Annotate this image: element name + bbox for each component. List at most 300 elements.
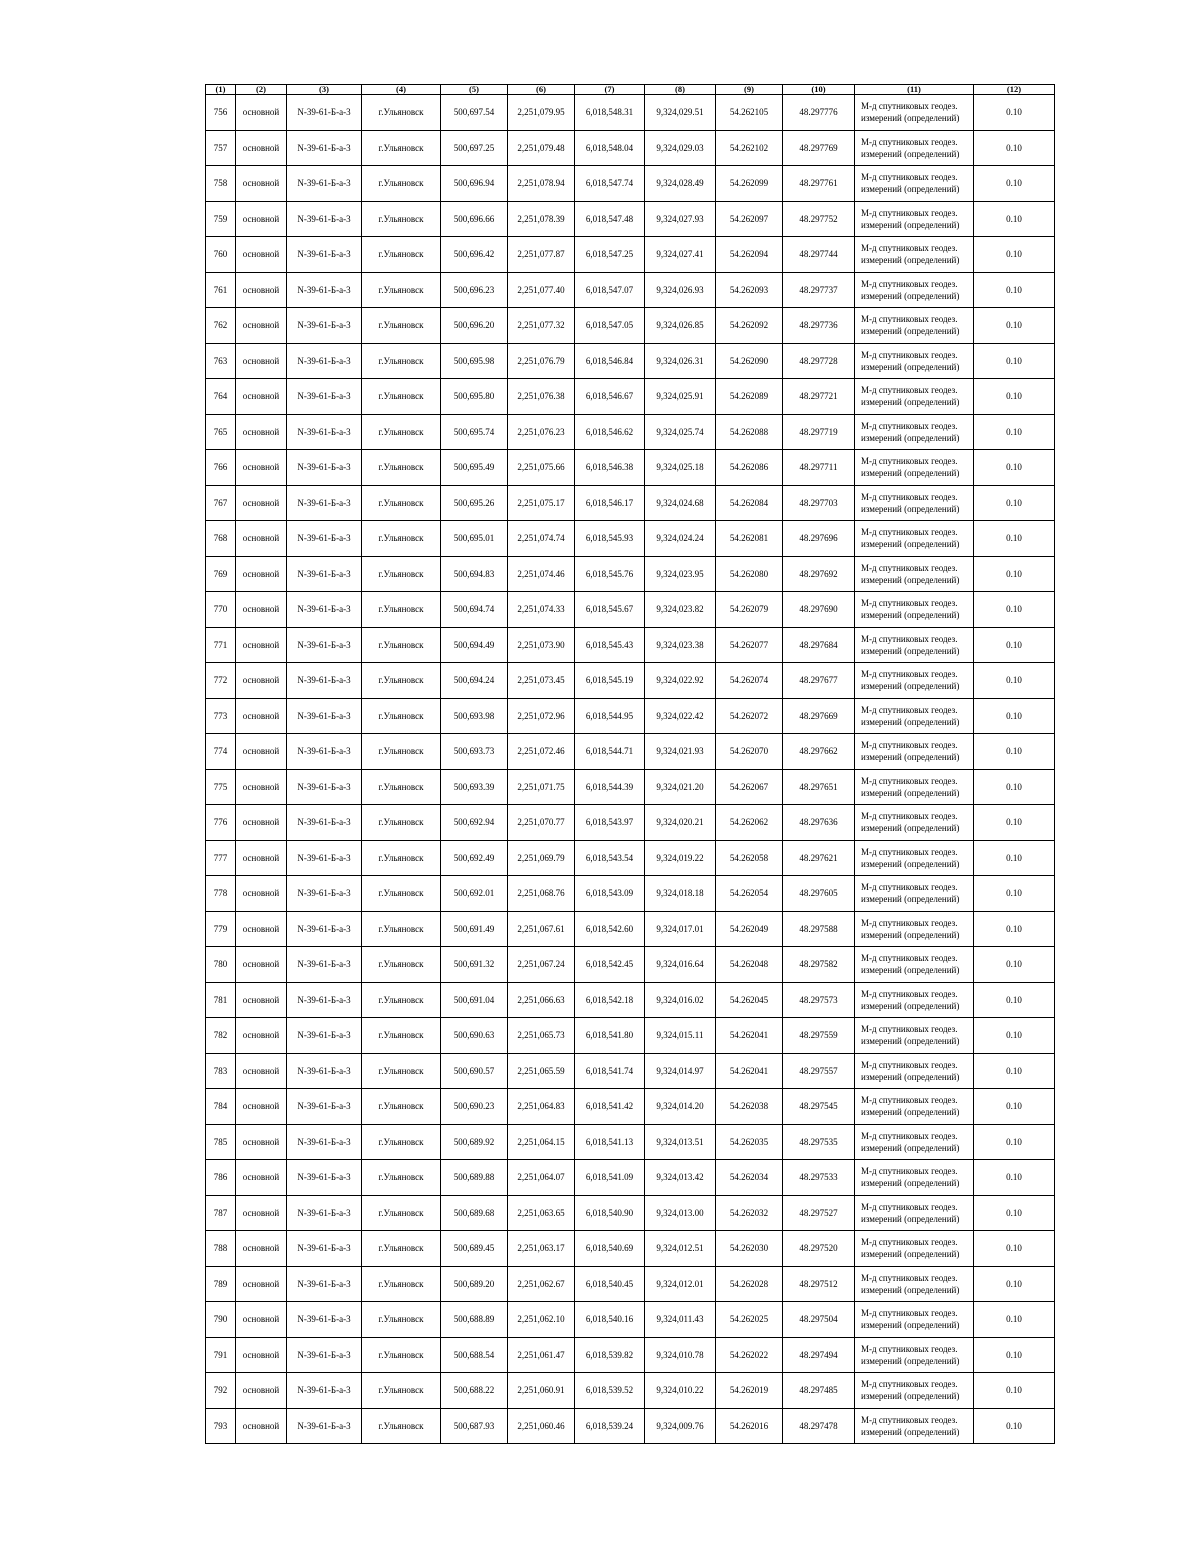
cell-method: М-д спутниковых геодез. измерений (определений): [855, 592, 974, 628]
table-row: [206, 201, 1055, 237]
cell-coord-x-2: 6,018,540.16: [575, 1302, 645, 1338]
cell-method: М-д спутниковых геодез. измерений (определений): [855, 1373, 974, 1409]
cell-coord-x-2: 6,018,545.19: [575, 663, 645, 699]
cell-point-number: 792: [206, 1373, 236, 1409]
cell-coord-y-1: 2,251,078.94: [508, 166, 575, 202]
cell-longitude: 48.297752: [783, 201, 855, 237]
cell-coord-x-1: 500,692.01: [441, 876, 508, 912]
cell-coord-y-1: 2,251,063.17: [508, 1231, 575, 1267]
cell-point-type: основной: [236, 1053, 287, 1089]
cell-locality: г.Ульяновск: [362, 1337, 441, 1373]
cell-coord-y-2: 9,324,016.02: [645, 982, 716, 1018]
cell-longitude: 48.297494: [783, 1337, 855, 1373]
cell-locality: г.Ульяновск: [362, 1195, 441, 1231]
cell-locality: г.Ульяновск: [362, 308, 441, 344]
table-row: [206, 1408, 1055, 1444]
cell-coord-y-2: 9,324,026.93: [645, 272, 716, 308]
cell-coord-x-1: 500,695.01: [441, 521, 508, 557]
cell-map-sheet: N-39-61-Б-а-3: [287, 805, 362, 841]
cell-coord-y-2: 9,324,027.93: [645, 201, 716, 237]
cell-locality: г.Ульяновск: [362, 1302, 441, 1338]
cell-coord-x-2: 6,018,546.38: [575, 450, 645, 486]
cell-locality: г.Ульяновск: [362, 1266, 441, 1302]
cell-coord-x-2: 6,018,545.93: [575, 521, 645, 557]
cell-locality: г.Ульяновск: [362, 1373, 441, 1409]
cell-map-sheet: N-39-61-Б-а-3: [287, 592, 362, 628]
cell-coord-x-2: 6,018,542.18: [575, 982, 645, 1018]
cell-method: М-д спутниковых геодез. измерений (определений): [855, 663, 974, 699]
cell-accuracy: 0.10: [974, 1160, 1055, 1196]
cell-accuracy: 0.10: [974, 592, 1055, 628]
cell-point-type: основной: [236, 343, 287, 379]
cell-point-number: 788: [206, 1231, 236, 1267]
cell-coord-y-1: 2,251,071.75: [508, 769, 575, 805]
cell-method: М-д спутниковых геодез. измерений (определений): [855, 450, 974, 486]
cell-map-sheet: N-39-61-Б-а-3: [287, 379, 362, 415]
cell-coord-y-1: 2,251,075.66: [508, 450, 575, 486]
cell-coord-y-1: 2,251,068.76: [508, 876, 575, 912]
cell-latitude: 54.262067: [716, 769, 783, 805]
cell-map-sheet: N-39-61-Б-а-3: [287, 1266, 362, 1302]
cell-coord-y-1: 2,251,060.91: [508, 1373, 575, 1409]
cell-locality: г.Ульяновск: [362, 1408, 441, 1444]
cell-point-number: 776: [206, 805, 236, 841]
cell-accuracy: 0.10: [974, 947, 1055, 983]
cell-method: М-д спутниковых геодез. измерений (определений): [855, 521, 974, 557]
cell-coord-x-1: 500,688.89: [441, 1302, 508, 1338]
cell-point-number: 762: [206, 308, 236, 344]
cell-locality: г.Ульяновск: [362, 485, 441, 521]
cell-latitude: 54.262041: [716, 1053, 783, 1089]
column-header: (3): [287, 85, 362, 95]
cell-longitude: 48.297512: [783, 1266, 855, 1302]
cell-latitude: 54.262074: [716, 663, 783, 699]
table-row: [206, 1195, 1055, 1231]
cell-latitude: 54.262038: [716, 1089, 783, 1125]
cell-latitude: 54.262079: [716, 592, 783, 628]
cell-method: М-д спутниковых геодез. измерений (определений): [855, 876, 974, 912]
cell-latitude: 54.262090: [716, 343, 783, 379]
cell-accuracy: 0.10: [974, 734, 1055, 770]
cell-point-type: основной: [236, 414, 287, 450]
cell-longitude: 48.297744: [783, 237, 855, 273]
cell-coord-y-1: 2,251,065.73: [508, 1018, 575, 1054]
cell-map-sheet: N-39-61-Б-а-3: [287, 1408, 362, 1444]
cell-coord-x-1: 500,695.80: [441, 379, 508, 415]
cell-coord-y-2: 9,324,009.76: [645, 1408, 716, 1444]
column-header: (9): [716, 85, 783, 95]
cell-locality: г.Ульяновск: [362, 343, 441, 379]
cell-coord-x-2: 6,018,542.45: [575, 947, 645, 983]
cell-coord-x-2: 6,018,547.07: [575, 272, 645, 308]
cell-locality: г.Ульяновск: [362, 911, 441, 947]
cell-latitude: 54.262105: [716, 95, 783, 131]
cell-map-sheet: N-39-61-Б-а-3: [287, 414, 362, 450]
cell-locality: г.Ульяновск: [362, 521, 441, 557]
cell-longitude: 48.297533: [783, 1160, 855, 1196]
cell-coord-y-2: 9,324,025.74: [645, 414, 716, 450]
cell-accuracy: 0.10: [974, 1018, 1055, 1054]
cell-coord-x-1: 500,696.42: [441, 237, 508, 273]
cell-longitude: 48.297769: [783, 130, 855, 166]
table-row: [206, 769, 1055, 805]
cell-coord-x-1: 500,689.88: [441, 1160, 508, 1196]
column-header: (4): [362, 85, 441, 95]
cell-method: М-д спутниковых геодез. измерений (определений): [855, 1195, 974, 1231]
cell-latitude: 54.262025: [716, 1302, 783, 1338]
cell-locality: г.Ульяновск: [362, 1160, 441, 1196]
cell-point-type: основной: [236, 1089, 287, 1125]
cell-latitude: 54.262022: [716, 1337, 783, 1373]
cell-latitude: 54.262045: [716, 982, 783, 1018]
cell-point-type: основной: [236, 1302, 287, 1338]
cell-coord-x-1: 500,690.23: [441, 1089, 508, 1125]
cell-coord-x-1: 500,696.20: [441, 308, 508, 344]
cell-point-number: 783: [206, 1053, 236, 1089]
cell-longitude: 48.297677: [783, 663, 855, 699]
cell-coord-y-1: 2,251,073.45: [508, 663, 575, 699]
cell-map-sheet: N-39-61-Б-а-3: [287, 1231, 362, 1267]
cell-longitude: 48.297728: [783, 343, 855, 379]
cell-longitude: 48.297669: [783, 698, 855, 734]
cell-point-number: 760: [206, 237, 236, 273]
cell-longitude: 48.297557: [783, 1053, 855, 1089]
table-row: [206, 1053, 1055, 1089]
cell-coord-x-1: 500,697.25: [441, 130, 508, 166]
cell-point-number: 793: [206, 1408, 236, 1444]
cell-point-number: 765: [206, 414, 236, 450]
cell-point-type: основной: [236, 982, 287, 1018]
cell-method: М-д спутниковых геодез. измерений (определений): [855, 379, 974, 415]
cell-coord-x-2: 6,018,545.76: [575, 556, 645, 592]
cell-coord-x-1: 500,694.74: [441, 592, 508, 628]
cell-coord-y-2: 9,324,013.00: [645, 1195, 716, 1231]
cell-coord-x-2: 6,018,548.31: [575, 95, 645, 131]
cell-coord-y-1: 2,251,061.47: [508, 1337, 575, 1373]
cell-longitude: 48.297651: [783, 769, 855, 805]
cell-latitude: 54.262089: [716, 379, 783, 415]
cell-coord-y-2: 9,324,023.95: [645, 556, 716, 592]
cell-longitude: 48.297535: [783, 1124, 855, 1160]
cell-longitude: 48.297761: [783, 166, 855, 202]
cell-coord-x-2: 6,018,543.09: [575, 876, 645, 912]
cell-point-type: основной: [236, 1231, 287, 1267]
table-row: [206, 379, 1055, 415]
cell-method: М-д спутниковых геодез. измерений (определений): [855, 556, 974, 592]
cell-coord-y-1: 2,251,067.61: [508, 911, 575, 947]
cell-accuracy: 0.10: [974, 982, 1055, 1018]
table-row: [206, 982, 1055, 1018]
cell-locality: г.Ульяновск: [362, 1018, 441, 1054]
cell-coord-y-1: 2,251,073.90: [508, 627, 575, 663]
cell-map-sheet: N-39-61-Б-а-3: [287, 166, 362, 202]
cell-point-number: 775: [206, 769, 236, 805]
cell-coord-x-2: 6,018,542.60: [575, 911, 645, 947]
cell-coord-x-2: 6,018,540.69: [575, 1231, 645, 1267]
cell-method: М-д спутниковых геодез. измерений (определений): [855, 1266, 974, 1302]
cell-accuracy: 0.10: [974, 1408, 1055, 1444]
cell-method: М-д спутниковых геодез. измерений (определений): [855, 947, 974, 983]
table-row: [206, 308, 1055, 344]
cell-latitude: 54.262070: [716, 734, 783, 770]
cell-coord-y-1: 2,251,079.48: [508, 130, 575, 166]
cell-coord-y-1: 2,251,060.46: [508, 1408, 575, 1444]
cell-map-sheet: N-39-61-Б-а-3: [287, 1373, 362, 1409]
cell-latitude: 54.262099: [716, 166, 783, 202]
cell-coord-y-2: 9,324,023.38: [645, 627, 716, 663]
cell-method: М-д спутниковых геодез. измерений (определений): [855, 1018, 974, 1054]
table-row: [206, 1089, 1055, 1125]
cell-map-sheet: N-39-61-Б-а-3: [287, 1124, 362, 1160]
cell-accuracy: 0.10: [974, 308, 1055, 344]
cell-coord-x-1: 500,693.98: [441, 698, 508, 734]
cell-coord-x-2: 6,018,546.17: [575, 485, 645, 521]
cell-coord-x-2: 6,018,541.42: [575, 1089, 645, 1125]
cell-coord-x-1: 500,694.49: [441, 627, 508, 663]
table-row: [206, 911, 1055, 947]
cell-point-number: 768: [206, 521, 236, 557]
table-row: [206, 663, 1055, 699]
cell-latitude: 54.262088: [716, 414, 783, 450]
cell-coord-y-2: 9,324,015.11: [645, 1018, 716, 1054]
table-row: [206, 130, 1055, 166]
cell-point-type: основной: [236, 237, 287, 273]
cell-point-number: 769: [206, 556, 236, 592]
cell-coord-y-1: 2,251,077.32: [508, 308, 575, 344]
cell-accuracy: 0.10: [974, 379, 1055, 415]
cell-coord-x-2: 6,018,544.39: [575, 769, 645, 805]
table-row: [206, 1231, 1055, 1267]
cell-coord-x-2: 6,018,541.74: [575, 1053, 645, 1089]
cell-longitude: 48.297696: [783, 521, 855, 557]
table-row: [206, 1124, 1055, 1160]
cell-accuracy: 0.10: [974, 521, 1055, 557]
cell-coord-y-2: 9,324,022.42: [645, 698, 716, 734]
cell-map-sheet: N-39-61-Б-а-3: [287, 698, 362, 734]
cell-latitude: 54.262048: [716, 947, 783, 983]
cell-accuracy: 0.10: [974, 272, 1055, 308]
table-row: [206, 876, 1055, 912]
cell-locality: г.Ульяновск: [362, 663, 441, 699]
cell-point-type: основной: [236, 840, 287, 876]
cell-locality: г.Ульяновск: [362, 1089, 441, 1125]
cell-coord-y-1: 2,251,078.39: [508, 201, 575, 237]
cell-locality: г.Ульяновск: [362, 805, 441, 841]
cell-coord-y-1: 2,251,072.46: [508, 734, 575, 770]
cell-method: М-д спутниковых геодез. измерений (определений): [855, 1160, 974, 1196]
cell-longitude: 48.297527: [783, 1195, 855, 1231]
cell-method: М-д спутниковых геодез. измерений (определений): [855, 698, 974, 734]
cell-coord-y-2: 9,324,010.78: [645, 1337, 716, 1373]
cell-coord-y-2: 9,324,013.42: [645, 1160, 716, 1196]
cell-point-number: 785: [206, 1124, 236, 1160]
cell-point-number: 773: [206, 698, 236, 734]
cell-coord-y-2: 9,324,014.97: [645, 1053, 716, 1089]
cell-coord-x-2: 6,018,541.09: [575, 1160, 645, 1196]
cell-method: М-д спутниковых геодез. измерений (определений): [855, 1124, 974, 1160]
cell-latitude: 54.262092: [716, 308, 783, 344]
cell-coord-y-1: 2,251,074.33: [508, 592, 575, 628]
cell-coord-y-2: 9,324,019.22: [645, 840, 716, 876]
table-row: [206, 1373, 1055, 1409]
cell-point-number: 780: [206, 947, 236, 983]
cell-coord-y-1: 2,251,069.79: [508, 840, 575, 876]
cell-method: М-д спутниковых геодез. измерений (определений): [855, 308, 974, 344]
cell-coord-y-2: 9,324,029.51: [645, 95, 716, 131]
table-row: [206, 166, 1055, 202]
cell-latitude: 54.262034: [716, 1160, 783, 1196]
cell-point-type: основной: [236, 485, 287, 521]
cell-accuracy: 0.10: [974, 1053, 1055, 1089]
cell-longitude: 48.297582: [783, 947, 855, 983]
cell-point-type: основной: [236, 450, 287, 486]
cell-coord-y-2: 9,324,012.01: [645, 1266, 716, 1302]
cell-latitude: 54.262019: [716, 1373, 783, 1409]
cell-map-sheet: N-39-61-Б-а-3: [287, 1053, 362, 1089]
cell-point-type: основной: [236, 698, 287, 734]
cell-coord-y-2: 9,324,024.24: [645, 521, 716, 557]
cell-coord-x-2: 6,018,543.97: [575, 805, 645, 841]
cell-coord-y-1: 2,251,062.67: [508, 1266, 575, 1302]
cell-locality: г.Ульяновск: [362, 1124, 441, 1160]
cell-accuracy: 0.10: [974, 663, 1055, 699]
cell-longitude: 48.297621: [783, 840, 855, 876]
cell-coord-y-2: 9,324,028.49: [645, 166, 716, 202]
cell-coord-y-1: 2,251,064.15: [508, 1124, 575, 1160]
cell-map-sheet: N-39-61-Б-а-3: [287, 556, 362, 592]
cell-longitude: 48.297504: [783, 1302, 855, 1338]
cell-latitude: 54.262084: [716, 485, 783, 521]
cell-coord-x-2: 6,018,540.90: [575, 1195, 645, 1231]
cell-latitude: 54.262086: [716, 450, 783, 486]
cell-coord-y-2: 9,324,011.43: [645, 1302, 716, 1338]
cell-point-number: 772: [206, 663, 236, 699]
cell-point-type: основной: [236, 95, 287, 131]
cell-accuracy: 0.10: [974, 130, 1055, 166]
cell-latitude: 54.262081: [716, 521, 783, 557]
cell-longitude: 48.297719: [783, 414, 855, 450]
cell-point-number: 789: [206, 1266, 236, 1302]
cell-map-sheet: N-39-61-Б-а-3: [287, 1018, 362, 1054]
cell-map-sheet: N-39-61-Б-а-3: [287, 1337, 362, 1373]
cell-latitude: 54.262094: [716, 237, 783, 273]
cell-method: М-д спутниковых геодез. измерений (определений): [855, 272, 974, 308]
cell-point-type: основной: [236, 1408, 287, 1444]
cell-method: М-д спутниковых геодез. измерений (определений): [855, 130, 974, 166]
table-row: [206, 734, 1055, 770]
table-row: [206, 521, 1055, 557]
cell-coord-y-2: 9,324,025.91: [645, 379, 716, 415]
cell-point-type: основной: [236, 130, 287, 166]
table-row: [206, 414, 1055, 450]
cell-coord-y-2: 9,324,027.41: [645, 237, 716, 273]
cell-coord-x-1: 500,695.98: [441, 343, 508, 379]
cell-longitude: 48.297520: [783, 1231, 855, 1267]
cell-latitude: 54.262041: [716, 1018, 783, 1054]
cell-coord-x-1: 500,688.22: [441, 1373, 508, 1409]
cell-coord-x-1: 500,694.24: [441, 663, 508, 699]
cell-latitude: 54.262077: [716, 627, 783, 663]
cell-point-number: 763: [206, 343, 236, 379]
cell-map-sheet: N-39-61-Б-а-3: [287, 237, 362, 273]
cell-latitude: 54.262093: [716, 272, 783, 308]
cell-accuracy: 0.10: [974, 166, 1055, 202]
cell-point-type: основной: [236, 1373, 287, 1409]
cell-point-number: 779: [206, 911, 236, 947]
cell-coord-y-1: 2,251,066.63: [508, 982, 575, 1018]
cell-point-type: основной: [236, 1018, 287, 1054]
cell-coord-x-2: 6,018,545.43: [575, 627, 645, 663]
cell-point-type: основной: [236, 805, 287, 841]
cell-coord-y-2: 9,324,010.22: [645, 1373, 716, 1409]
cell-accuracy: 0.10: [974, 414, 1055, 450]
column-header: (10): [783, 85, 855, 95]
cell-coord-y-1: 2,251,070.77: [508, 805, 575, 841]
cell-coord-x-1: 500,694.83: [441, 556, 508, 592]
cell-method: М-д спутниковых геодез. измерений (определений): [855, 201, 974, 237]
table-row: [206, 947, 1055, 983]
cell-locality: г.Ульяновск: [362, 201, 441, 237]
table-row: [206, 556, 1055, 592]
cell-method: М-д спутниковых геодез. измерений (определений): [855, 627, 974, 663]
cell-point-number: 767: [206, 485, 236, 521]
cell-coord-x-1: 500,687.93: [441, 1408, 508, 1444]
table-row: [206, 840, 1055, 876]
cell-map-sheet: N-39-61-Б-а-3: [287, 1195, 362, 1231]
cell-map-sheet: N-39-61-Б-а-3: [287, 450, 362, 486]
cell-point-number: 771: [206, 627, 236, 663]
table-row: [206, 1018, 1055, 1054]
cell-method: М-д спутниковых геодез. измерений (определений): [855, 343, 974, 379]
cell-coord-y-1: 2,251,074.74: [508, 521, 575, 557]
cell-coord-x-1: 500,689.92: [441, 1124, 508, 1160]
cell-point-type: основной: [236, 1124, 287, 1160]
table-header: [206, 85, 1055, 95]
cell-coord-y-1: 2,251,076.23: [508, 414, 575, 450]
cell-map-sheet: N-39-61-Б-а-3: [287, 840, 362, 876]
table-body: [206, 95, 1055, 1444]
cell-coord-x-1: 500,691.04: [441, 982, 508, 1018]
cell-longitude: 48.297662: [783, 734, 855, 770]
cell-locality: г.Ульяновск: [362, 734, 441, 770]
cell-method: М-д спутниковых геодез. измерений (определений): [855, 982, 974, 1018]
cell-map-sheet: N-39-61-Б-а-3: [287, 982, 362, 1018]
cell-locality: г.Ульяновск: [362, 166, 441, 202]
cell-longitude: 48.297736: [783, 308, 855, 344]
cell-map-sheet: N-39-61-Б-а-3: [287, 521, 362, 557]
cell-coord-x-2: 6,018,546.67: [575, 379, 645, 415]
cell-map-sheet: N-39-61-Б-а-3: [287, 947, 362, 983]
cell-accuracy: 0.10: [974, 911, 1055, 947]
cell-latitude: 54.262062: [716, 805, 783, 841]
cell-point-number: 786: [206, 1160, 236, 1196]
table-row: [206, 1337, 1055, 1373]
cell-coord-x-2: 6,018,548.04: [575, 130, 645, 166]
cell-accuracy: 0.10: [974, 769, 1055, 805]
cell-coord-x-1: 500,692.49: [441, 840, 508, 876]
cell-coord-x-1: 500,695.74: [441, 414, 508, 450]
cell-locality: г.Ульяновск: [362, 130, 441, 166]
cell-locality: г.Ульяновск: [362, 947, 441, 983]
cell-coord-y-1: 2,251,079.95: [508, 95, 575, 131]
cell-accuracy: 0.10: [974, 876, 1055, 912]
cell-method: М-д спутниковых геодез. измерений (определений): [855, 1302, 974, 1338]
cell-point-number: 761: [206, 272, 236, 308]
cell-method: М-д спутниковых геодез. измерений (определений): [855, 911, 974, 947]
cell-method: М-д спутниковых геодез. измерений (определений): [855, 95, 974, 131]
cell-coord-y-1: 2,251,077.87: [508, 237, 575, 273]
cell-locality: г.Ульяновск: [362, 237, 441, 273]
